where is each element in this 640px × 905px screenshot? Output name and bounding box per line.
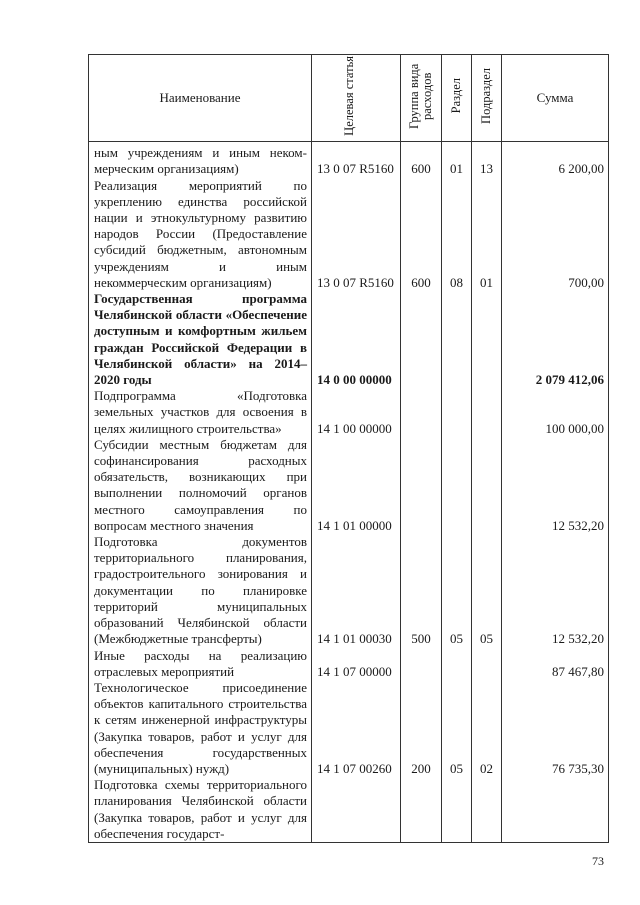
row-subsection: 02 [472,680,502,777]
row-section: 01 [442,142,472,178]
row-section [442,648,472,680]
row-sum: 2 079 412,06 [502,291,609,388]
page-number: 73 [592,854,604,868]
row-name: Иные расходы на реализацию отраслевых мероприятий [89,648,312,680]
row-name: Подготовка схемы территориального планирования Челябинской области (Закупка товаров, работ и услуг для обеспечения государст- [89,777,312,842]
row-subsection [472,291,502,388]
row-expense-group [401,437,442,534]
row-section: 05 [442,680,472,777]
row-name: Технологическое присоединение объектов капитального строительства к сетям инженерной инфраструктуры (Закупка товаров, работ и услуг для обеспечения государственных (муниципальных) нужд) [89,680,312,777]
row-expense-group [401,388,442,437]
row-sum: 700,00 [502,178,609,291]
row-name: ным учреждениям и иным неком-мерческим организациям) [89,142,312,178]
header-subsection-label: Подраздел [479,68,493,124]
row-sum [502,777,609,842]
header-section [442,55,472,142]
row-target-code: 14 0 00 00000 [312,291,401,388]
row-subsection: 05 [472,534,502,647]
table-body [89,142,609,843]
row-name: Государственная программа Челябинской области «Обеспечение доступным и комфортным жильем граждан Российской Федерации в Челябинской области» на 2014–2020 годы [89,291,312,388]
row-name: Подпрограмма «Подготовка земельных участков для освоения в целях жилищного строительства» [89,388,312,437]
row-target-code: 13 0 07 R5160 [312,142,401,178]
header-group-label: Группа вида расходов [407,63,434,129]
row-target-code: 14 1 07 00000 [312,648,401,680]
row-sum: 12 532,20 [502,437,609,534]
row-target-code [312,777,401,842]
row-expense-group: 600 [401,142,442,178]
row-subsection: 13 [472,142,502,178]
row-target-code: 14 1 01 00030 [312,534,401,647]
row-name: Субсидии местным бюджетам для софинансирования расходных обязательств, возникающих при выполнении полномочий органов местного самоуправления по вопросам местного значения [89,437,312,534]
row-name: Реализация мероприятий по укреплению единства российской нации и этнокультурному развитию народов России (Предоставление субсидий бюджетным, автономным учреждениям и иным некоммерческим организациям) [89,178,312,291]
table-row [89,648,609,680]
row-section: 05 [442,534,472,647]
row-expense-group: 200 [401,680,442,777]
row-sum: 87 467,80 [502,648,609,680]
header-section-label: Раздел [449,78,463,114]
row-expense-group: 500 [401,534,442,647]
row-expense-group [401,291,442,388]
header-name: Наименование [89,55,312,142]
row-section [442,291,472,388]
row-target-code: 14 1 07 00260 [312,680,401,777]
header-subsection [472,55,502,142]
header-code [312,55,401,142]
row-expense-group [401,648,442,680]
row-section: 08 [442,178,472,291]
row-section [442,777,472,842]
row-target-code: 13 0 07 R5160 [312,178,401,291]
row-expense-group [401,777,442,842]
row-section [442,388,472,437]
table-row [89,178,609,291]
table-row [89,534,609,647]
row-target-code: 14 1 00 00000 [312,388,401,437]
row-subsection [472,388,502,437]
row-section [442,437,472,534]
table-header-row [89,55,609,142]
table-row [89,777,609,842]
budget-table [88,54,609,843]
row-name: Подготовка документов территориального планирования, градостроительного зонирования и документации по планировке территорий муниципальных образований Челябинской области (Межбюджетные трансферты) [89,534,312,647]
row-target-code: 14 1 01 00000 [312,437,401,534]
row-subsection [472,437,502,534]
table-row [89,680,609,777]
row-subsection: 01 [472,178,502,291]
table-row [89,437,609,534]
table-row [89,142,609,178]
header-sum: Сумма [502,55,609,142]
row-expense-group: 600 [401,178,442,291]
row-subsection [472,648,502,680]
header-group [401,55,442,142]
row-sum: 76 735,30 [502,680,609,777]
header-code-label: Целевая статья [342,56,356,136]
table-row [89,388,609,437]
row-sum: 12 532,20 [502,534,609,647]
row-subsection [472,777,502,842]
row-sum: 6 200,00 [502,142,609,178]
row-sum: 100 000,00 [502,388,609,437]
table-row [89,291,609,388]
